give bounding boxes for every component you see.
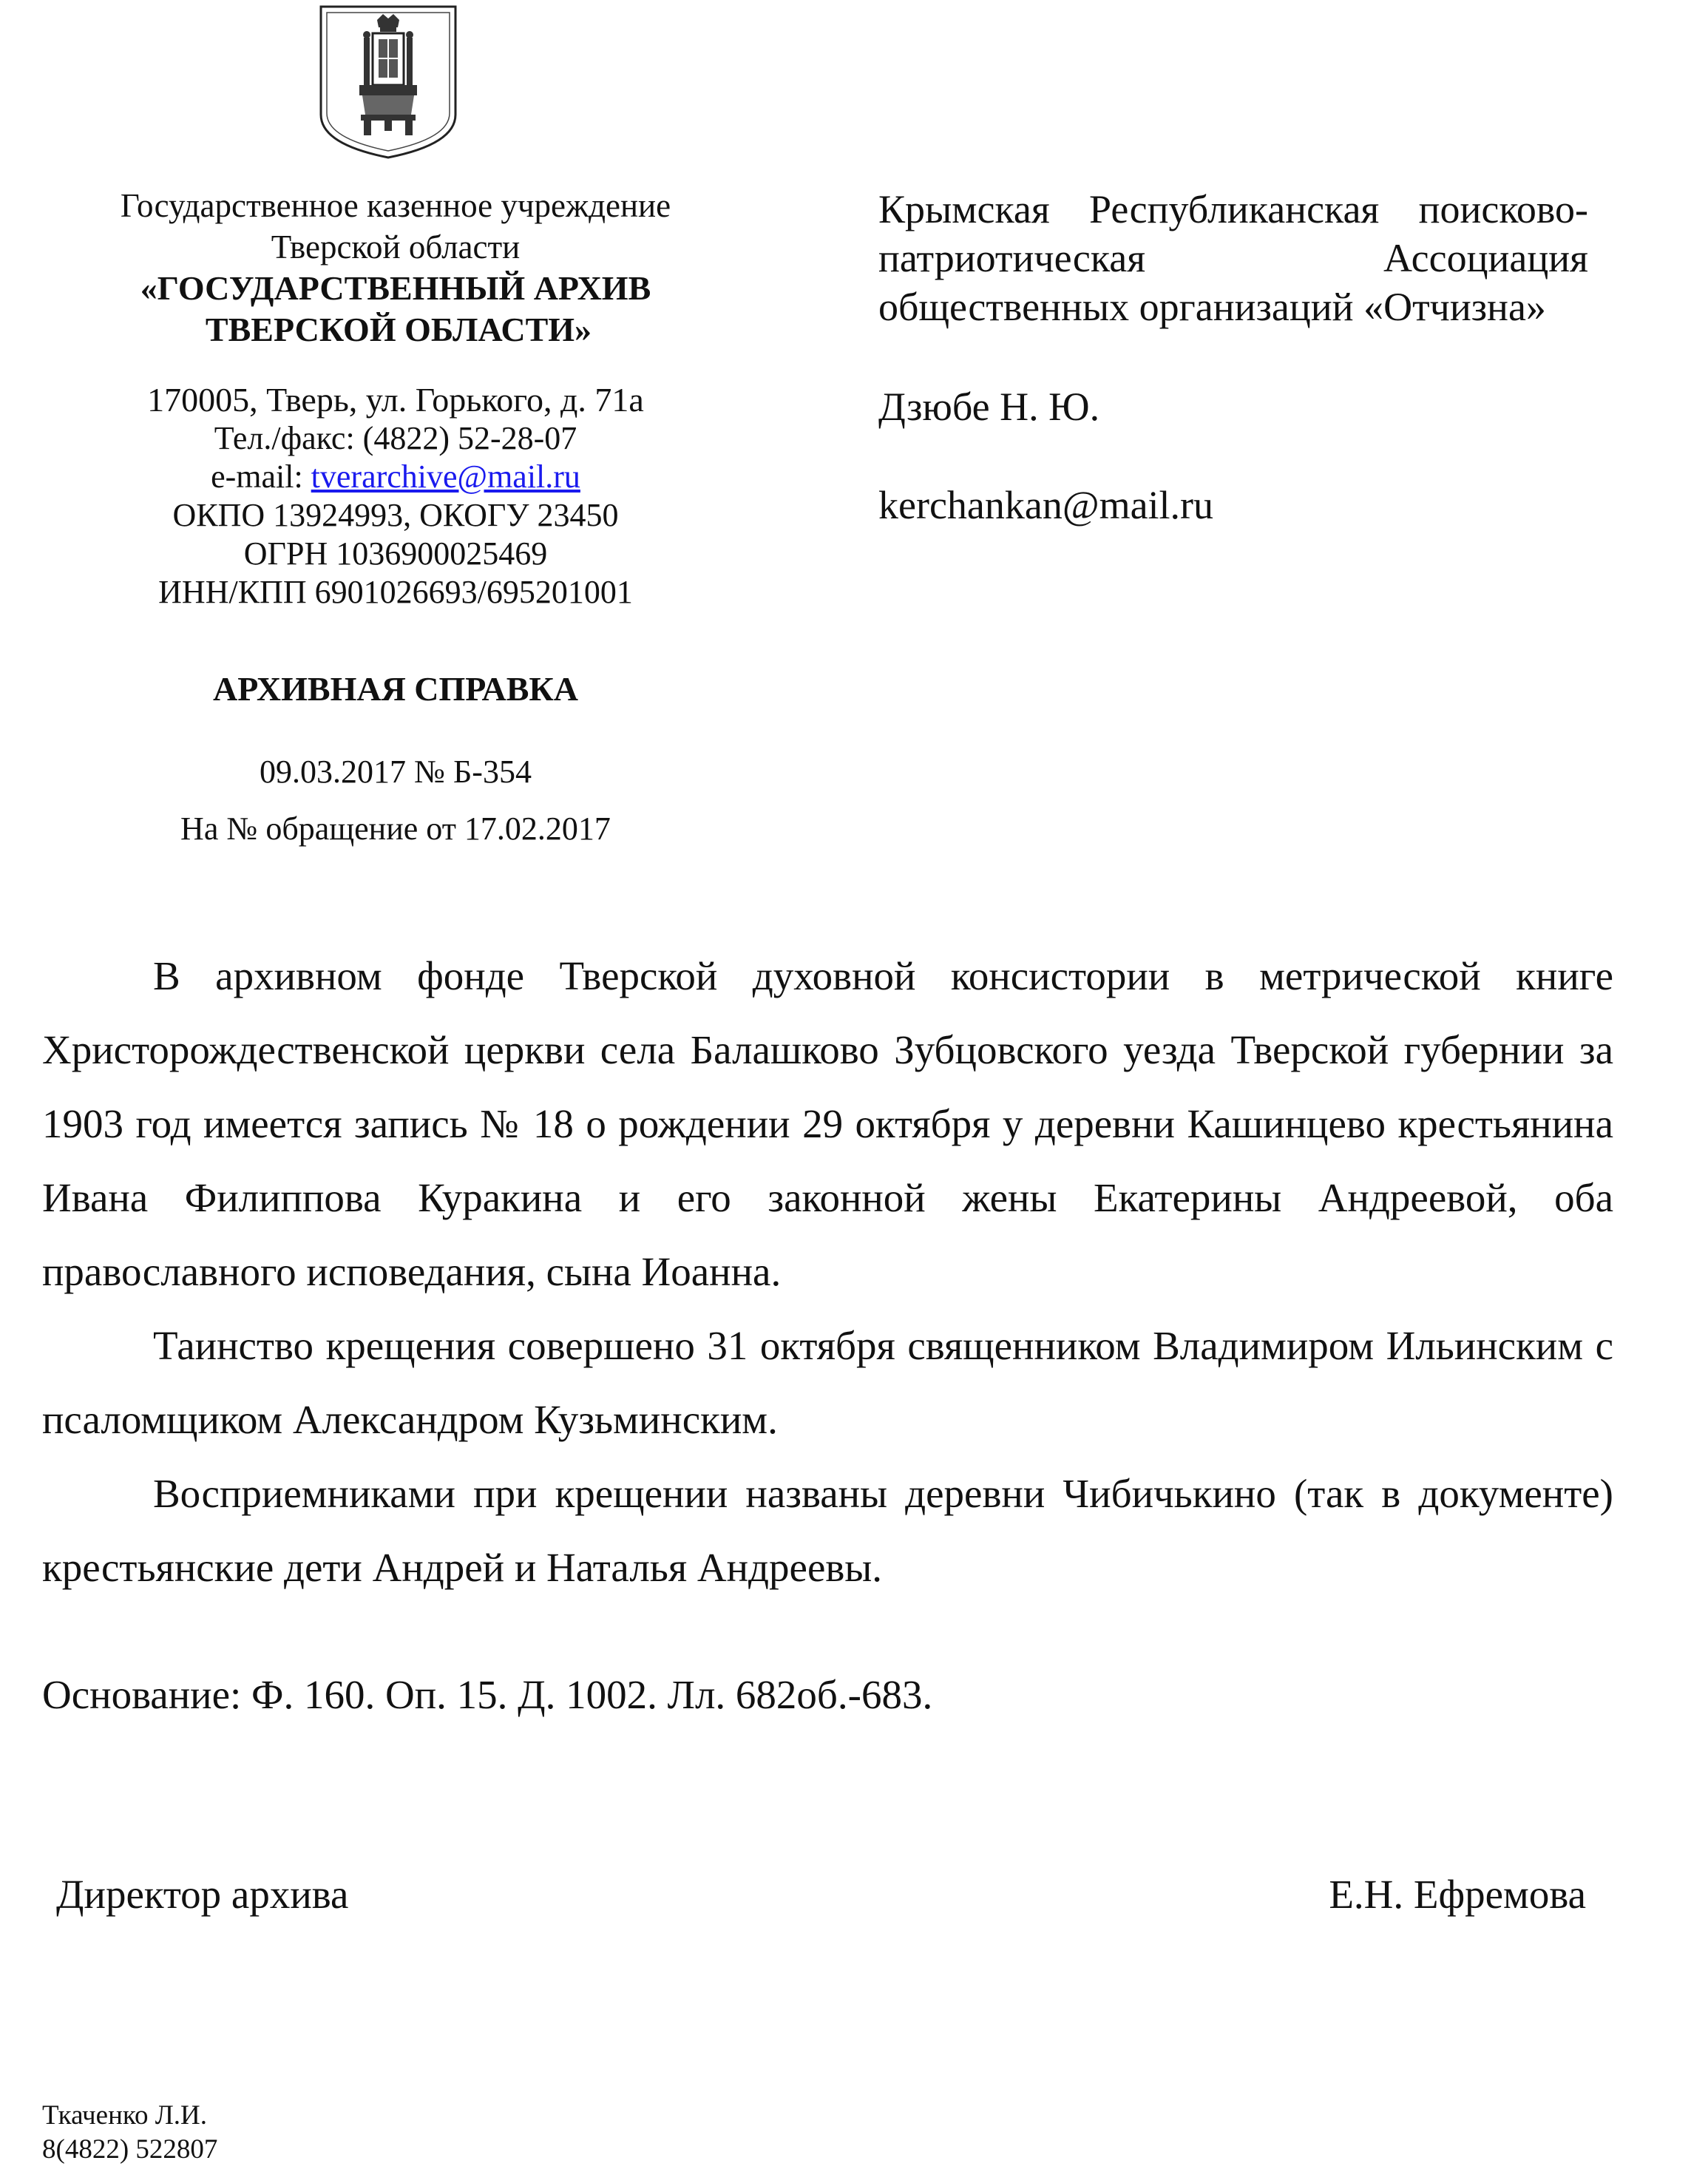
- org-region-line: Тверской области: [271, 229, 521, 265]
- executor-phone: 8(4822) 522807: [42, 2134, 218, 2165]
- org-name-line1: «ГОСУДАРСТВЕННЫЙ АРХИВ: [140, 269, 651, 307]
- signatory-name: Е.Н. Ефремова: [1329, 1872, 1586, 1917]
- org-type-line: Государственное казенное учреждение: [120, 187, 671, 224]
- org-phone: Тел./факс: (4822) 52-28-07: [214, 420, 577, 456]
- org-inn: ИНН/КПП 6901026693/695201001: [158, 574, 633, 610]
- org-name-line2: ТВЕРСКОЙ ОБЛАСТИ»: [205, 311, 592, 348]
- addressee-person: Дзюбе Н. Ю.: [878, 385, 1100, 429]
- document-body: [42, 939, 1613, 1605]
- org-okpo: ОКПО 13924993, ОКОГУ 23450: [172, 497, 619, 533]
- body-paragraph: Таинство крещения совершено 31 октября священником Владимиром Ильинским с псаломщиком Александром Кузьминским.: [42, 1323, 1613, 1442]
- organization-header: [44, 185, 747, 351]
- executor-info: [42, 2099, 217, 2167]
- addressee-email: kerchankan@mail.ru: [878, 483, 1214, 527]
- addressee-organization: Крымская Республиканская поисково-патриотическая Ассоциация общественных организаций «Отчизна»: [878, 187, 1588, 329]
- document-basis: Основание: Ф. 160. Оп. 15. Д. 1002. Лл. 682об.-683.: [42, 1672, 933, 1717]
- org-ogrn: ОГРН 1036900025469: [243, 535, 548, 572]
- document-reference: На № обращение от 17.02.2017: [180, 811, 611, 847]
- body-paragraph: В архивном фонде Тверской духовной консистории в метрической книге Христорождественской церкви села Балашково Зубцовского уезда Тверской губернии за 1903 год имеется запись № 18 о рождении 29 октября у деревни Кашинцево крестьянина Ивана Филиппова Куракина и его законной жены Екатерины Андреевой, оба православного исповедания, сына Иоанна.: [42, 953, 1613, 1294]
- org-email-line: [44, 458, 747, 496]
- org-address: 170005, Тверь, ул. Горького, д. 71а: [147, 381, 644, 419]
- executor-name: Ткаченко Л.И.: [42, 2100, 208, 2131]
- org-email-link[interactable]: tverarchive@mail.ru: [311, 458, 580, 495]
- addressee-block: [878, 185, 1588, 331]
- body-paragraph: Восприемниками при крещении названы деревни Чибичькино (так в документе) крестьянские дети Андрей и Наталья Андреевы.: [42, 1471, 1613, 1590]
- signatory-position: Директор архива: [56, 1872, 349, 1917]
- email-label: e-mail:: [211, 458, 311, 495]
- coat-of-arms-emblem: [318, 4, 458, 160]
- organization-contacts: [44, 381, 747, 612]
- document-number: 09.03.2017 № Б-354: [260, 754, 532, 790]
- document-title: АРХИВНАЯ СПРАВКА: [213, 670, 578, 708]
